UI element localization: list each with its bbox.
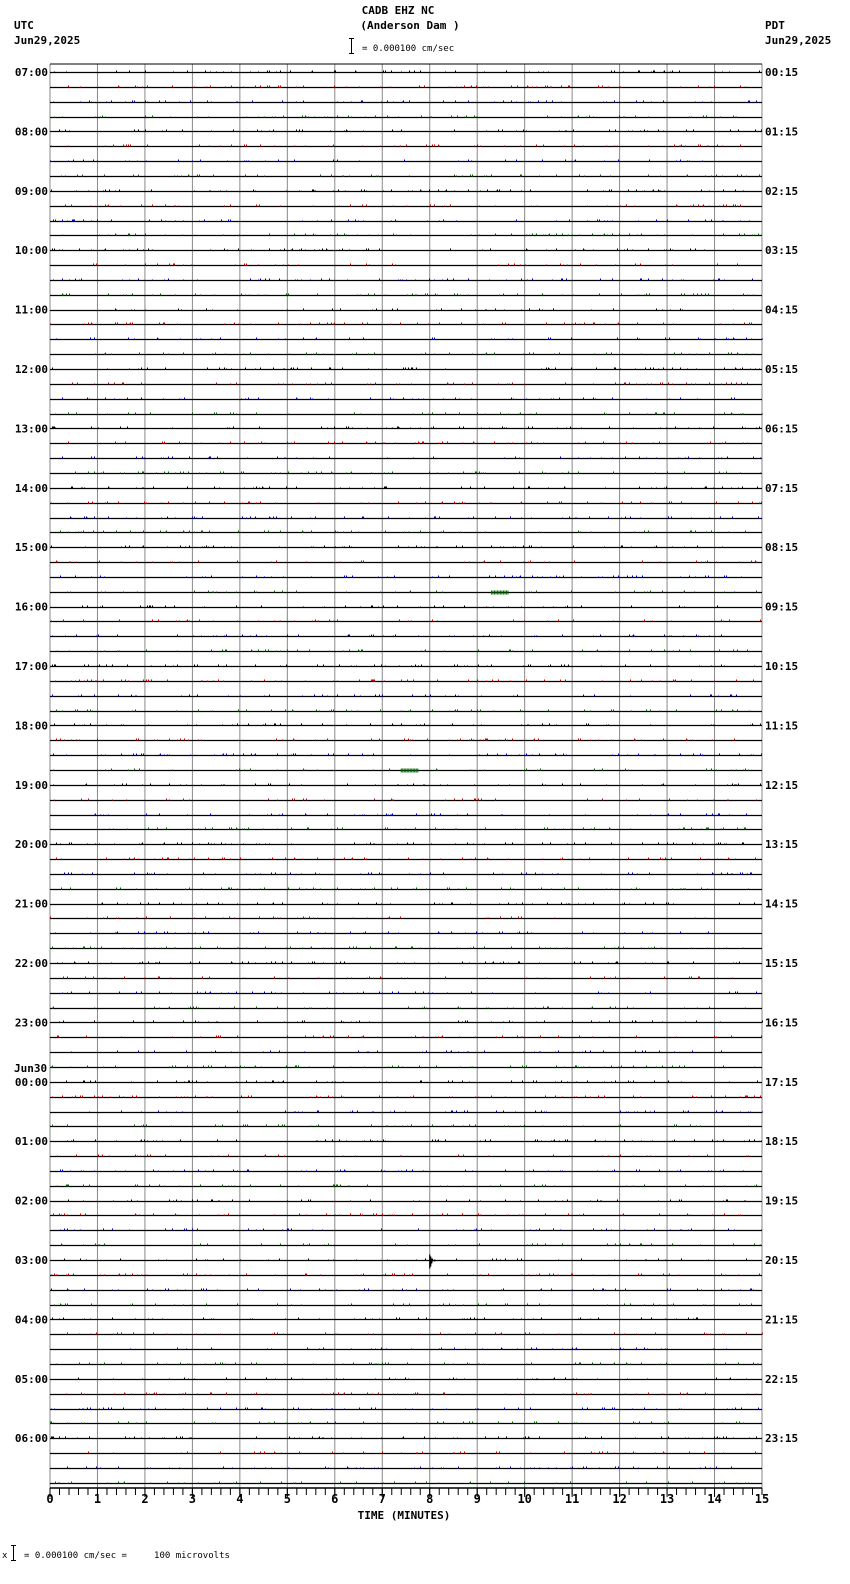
trace-row xyxy=(50,116,762,118)
trace-row xyxy=(50,1408,762,1410)
trace-row xyxy=(50,101,762,103)
event-spike xyxy=(430,1255,435,1269)
trace-row xyxy=(50,1467,762,1469)
trace-row xyxy=(50,591,762,593)
trace-row xyxy=(50,1214,762,1216)
trace-row xyxy=(50,1333,763,1335)
trace-row xyxy=(50,86,762,88)
right-date: Jun29,2025 xyxy=(765,34,832,47)
trace-row xyxy=(50,160,762,162)
trace-row xyxy=(50,234,762,236)
trace-row xyxy=(50,249,762,251)
x-tick-label: 8 xyxy=(426,1492,434,1506)
trace-row xyxy=(50,606,762,608)
trace-row xyxy=(50,903,762,905)
station-location: (Anderson Dam ) xyxy=(360,19,460,32)
trace-row xyxy=(50,338,763,340)
pdt-hour-label: 18:15 xyxy=(765,1135,799,1149)
trace-row xyxy=(50,620,762,622)
footer-scale-label: = 0.000100 cm/sec = 100 microvolts xyxy=(24,1551,230,1561)
utc-hour-label: 04:00 xyxy=(14,1313,48,1327)
pdt-hour-label: 23:15 xyxy=(765,1432,799,1446)
left-date: Jun29,2025 xyxy=(14,34,81,47)
pdt-hour-label: 20:15 xyxy=(765,1254,799,1267)
trace-row xyxy=(50,665,762,667)
right-timezone: PDT xyxy=(765,19,785,32)
utc-hour-label: 08:00 xyxy=(14,125,48,139)
trace-row xyxy=(50,309,762,311)
trace-row xyxy=(50,383,762,385)
trace-row xyxy=(50,205,762,207)
pdt-hour-label: 07:15 xyxy=(765,481,799,495)
x-tick-label: 0 xyxy=(46,1492,54,1506)
trace-row xyxy=(50,1081,762,1083)
utc-hour-label: 05:00 xyxy=(14,1372,48,1386)
trace-row xyxy=(50,1200,762,1202)
trace-row xyxy=(50,962,762,964)
pdt-hour-label: 10:15 xyxy=(765,660,799,673)
trace-row xyxy=(50,799,762,801)
utc-hour-label: 09:00 xyxy=(14,184,48,198)
trace-row xyxy=(50,1378,762,1380)
trace-row xyxy=(50,650,762,652)
trace-row xyxy=(50,1096,762,1098)
x-tick-label: 13 xyxy=(659,1492,675,1506)
pdt-hour-label: 04:15 xyxy=(765,303,799,317)
utc-hour-label: 19:00 xyxy=(14,778,48,792)
trace-row xyxy=(50,457,762,459)
trace-row xyxy=(50,695,762,697)
footer-prefix: x xyxy=(2,1551,8,1561)
trace-row xyxy=(50,992,762,994)
pdt-hour-label: 17:15 xyxy=(765,1075,799,1089)
trace-row xyxy=(50,368,762,370)
utc-hour-label: 00:00 xyxy=(14,1075,48,1089)
trace-row xyxy=(50,130,762,132)
trace-row xyxy=(50,1452,762,1454)
trace-row xyxy=(50,1111,763,1113)
pdt-hour-label: 15:15 xyxy=(765,957,799,970)
x-axis-label: TIME (MINUTES) xyxy=(357,1509,451,1522)
trace-row xyxy=(50,145,762,147)
utc-hour-label: 16:00 xyxy=(14,600,48,614)
trace-row xyxy=(50,220,762,222)
x-tick-label: 11 xyxy=(564,1492,580,1506)
trace-row xyxy=(50,1482,762,1484)
trace-row xyxy=(50,1051,762,1053)
utc-hour-label: 22:00 xyxy=(14,957,48,970)
x-tick-label: 14 xyxy=(707,1492,722,1506)
trace-row xyxy=(50,1259,762,1261)
pdt-hour-label: 05:15 xyxy=(765,363,799,376)
trace-row xyxy=(50,828,762,830)
pdt-hour-label: 09:15 xyxy=(765,600,799,614)
trace-row xyxy=(50,977,762,979)
trace-row xyxy=(50,427,762,429)
x-tick-label: 10 xyxy=(517,1492,532,1506)
pdt-hour-label: 01:15 xyxy=(765,125,799,139)
trace-row xyxy=(50,487,762,489)
utc-hour-label: 12:00 xyxy=(14,363,48,376)
pdt-hour-label: 12:15 xyxy=(765,778,799,792)
trace-row xyxy=(50,294,762,296)
trace-row xyxy=(50,1289,762,1291)
trace-row xyxy=(50,323,762,325)
pdt-hour-label: 08:15 xyxy=(765,541,799,555)
trace-row xyxy=(50,754,762,756)
trace-row xyxy=(50,739,762,741)
trace-row xyxy=(50,1437,762,1439)
trace-row xyxy=(50,1348,762,1350)
pdt-hour-label: 03:15 xyxy=(765,244,799,258)
left-timezone: UTC xyxy=(14,19,34,32)
pdt-hour-label: 06:15 xyxy=(765,422,799,436)
x-tick-label: 2 xyxy=(141,1492,149,1506)
trace-row xyxy=(50,353,762,355)
pdt-hour-label: 19:15 xyxy=(765,1194,799,1208)
utc-hour-label: 01:00 xyxy=(14,1135,48,1149)
trace-row xyxy=(50,784,762,786)
x-tick-label: 5 xyxy=(283,1492,291,1506)
utc-hour-label: 20:00 xyxy=(14,838,48,852)
trace-row xyxy=(50,858,762,860)
trace-row xyxy=(50,1274,762,1276)
trace-row xyxy=(50,71,762,73)
x-tick-label: 12 xyxy=(612,1492,627,1506)
x-tick-label: 1 xyxy=(93,1492,102,1506)
trace-row xyxy=(50,947,762,949)
trace-row xyxy=(50,442,762,444)
trace-row xyxy=(50,546,762,548)
trace-row xyxy=(50,932,762,934)
trace-row xyxy=(50,398,762,400)
trace-row xyxy=(50,279,762,281)
trace-row xyxy=(50,710,762,712)
utc-hour-label: 21:00 xyxy=(14,897,48,911)
pdt-hour-label: 21:15 xyxy=(765,1313,799,1327)
trace-row xyxy=(50,1304,762,1306)
pdt-hour-label: 22:15 xyxy=(765,1372,799,1386)
x-tick-label: 7 xyxy=(378,1492,386,1506)
trace-row xyxy=(50,635,762,637)
scale-label: = 0.000100 cm/sec xyxy=(362,44,455,54)
utc-hour-label: 11:00 xyxy=(14,303,48,317)
utc-hour-label: 07:00 xyxy=(14,66,48,79)
trace-row xyxy=(50,680,762,682)
trace-row xyxy=(50,1140,762,1142)
trace-row xyxy=(50,175,762,177)
pdt-hour-label: 00:15 xyxy=(765,66,799,79)
trace-row xyxy=(50,843,762,845)
trace-row xyxy=(50,1066,762,1068)
trace-row xyxy=(50,1244,762,1246)
trace-row xyxy=(50,561,762,563)
footer-scale-bar-icon xyxy=(11,1545,17,1561)
trace-row xyxy=(50,814,762,816)
x-tick-label: 6 xyxy=(331,1492,339,1506)
x-tick-label: 15 xyxy=(754,1492,770,1506)
trace-row xyxy=(50,576,762,578)
utc-hour-label: 13:00 xyxy=(14,422,48,436)
trace-row xyxy=(50,1229,762,1231)
trace-row xyxy=(50,472,762,474)
trace-row xyxy=(50,1021,763,1023)
trace-row xyxy=(50,413,763,415)
station-title: CADB EHZ NC xyxy=(361,4,435,17)
utc-hour-label: 02:00 xyxy=(14,1194,48,1208)
trace-row xyxy=(50,1036,762,1038)
trace-row xyxy=(50,888,762,890)
utc-hour-label: 14:00 xyxy=(14,481,48,495)
pdt-hour-label: 13:15 xyxy=(765,838,799,852)
utc-hour-label: 15:00 xyxy=(14,541,48,555)
trace-row xyxy=(50,531,762,533)
pdt-hour-label: 11:15 xyxy=(765,719,799,733)
utc-hour-label: 03:00 xyxy=(14,1254,48,1267)
x-tick-label: 9 xyxy=(473,1492,481,1506)
trace-row xyxy=(50,873,762,875)
trace-row xyxy=(50,517,762,519)
trace-row xyxy=(50,502,762,504)
trace-row xyxy=(50,1318,762,1320)
pdt-hour-label: 14:15 xyxy=(765,897,799,911)
x-tick-label: 3 xyxy=(188,1492,197,1506)
utc-hour-label: 10:00 xyxy=(14,244,48,258)
trace-row xyxy=(50,1155,762,1157)
trace-row xyxy=(50,1007,762,1009)
trace-row xyxy=(50,264,762,266)
trace-row xyxy=(50,724,762,726)
utc-hour-label: 06:00 xyxy=(14,1432,48,1446)
utc-hour-label: 18:00 xyxy=(14,719,48,733)
trace-row xyxy=(50,190,762,192)
trace-row xyxy=(50,1125,762,1127)
trace-row xyxy=(50,1363,762,1365)
pdt-hour-label: 16:15 xyxy=(765,1016,799,1030)
utc-hour-label: 17:00 xyxy=(14,660,48,673)
trace-row xyxy=(50,917,762,919)
utc-hour-label: 23:00 xyxy=(14,1016,48,1030)
trace-row xyxy=(50,1170,762,1172)
date-change-label: Jun30 xyxy=(14,1061,48,1075)
x-tick-label: 4 xyxy=(236,1492,244,1506)
trace-row xyxy=(50,1185,762,1187)
trace-row xyxy=(50,1422,762,1424)
trace-row xyxy=(50,1393,762,1395)
pdt-hour-label: 02:15 xyxy=(765,184,799,198)
